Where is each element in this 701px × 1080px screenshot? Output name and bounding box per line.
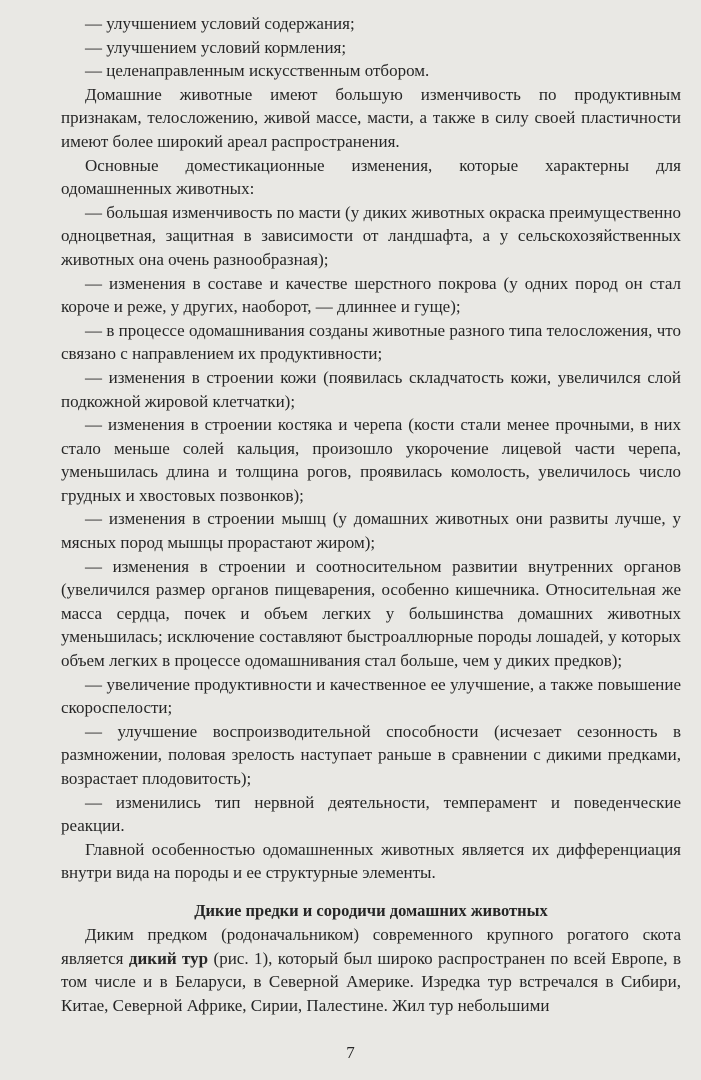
- text-body: [61, 12, 681, 1017]
- text-before: Диким предком (родоначальником) современного крупного рогатого скота является: [61, 924, 681, 968]
- list-item-wool-cover: — изменения в составе и качестве шерстного покрова (у одних пород он стал короче и реже, у других, наоборот, — длиннее и гуще);: [61, 273, 681, 317]
- list-item-nervous-activity: — изменились тип нервной деятельности, темперамент и поведенческие реакции.: [61, 792, 681, 836]
- list-item-selection: — целенаправленным искусственным отбором.: [85, 61, 430, 81]
- paragraph-variability: Домашние животные имеют большую изменчивость по продуктивным признакам, телосложению, живой массе, масти, а также в силу своей пластичности имеют более широкий ареал распространения.: [61, 84, 681, 151]
- list-item-body-type: — в процессе одомашнивания созданы животные разного типа телосложения, что связано с направлением их продуктивности;: [61, 320, 681, 364]
- list-item-internal-organs: — изменения в строении и соотносительном развитии внутренних органов (увеличился размер органов пищеварения, особенно кишечника. Относительная же масса сердца, почек и объем легких у большинства домашних животных уменьшилась; исключение составляют быстроаллюрные породы лошадей, у которых объем легких в процессе одомашнивания стал больше, чем у диких предков);: [61, 556, 681, 671]
- list-item-productivity: — увеличение продуктивности и качественное ее улучшение, а также повышение скороспелости;: [61, 674, 681, 718]
- page-number: 7: [346, 1043, 355, 1062]
- list-item-muscles: — изменения в строении мышц (у домашних животных они развиты лучше, у мясных пород мышцы прорастают жиром);: [61, 509, 681, 553]
- list-item-skeleton: — изменения в строении костяка и черепа (кости стали менее прочными, в них стало меньше солей кальция, произошло укорочение лицевой части черепа, уменьшилась длина и толщина рогов, проявилась комолость, увеличилось число грудных и хвостовых позвонков);: [61, 415, 681, 505]
- list-item-reproduction: — улучшение воспроизводительной способности (исчезает сезонность в размножении, половая зрелость наступает раньше в сравнении с дикими предками, возрастает плодовитость);: [61, 721, 681, 788]
- section-heading: Дикие предки и сородичи домашних животных: [194, 900, 548, 920]
- paragraph-wild-ancestor: [61, 923, 681, 1017]
- list-item-conditions: — улучшением условий содержания;: [85, 14, 355, 33]
- list-item-feeding: — улучшением условий кормления;: [85, 37, 347, 57]
- paragraph-differentiation: Главной особенностью одомашненных животных является их дифференциация внутри вида на породы и ее структурные элементы.: [61, 839, 681, 883]
- text-after: (рис. 1), который был широко распространен по всей Европе, в том числе и в Беларуси, в Северной Америке. Изредка тур встречался в Сибири, Китае, Северной Африке, Сирии, Палестине. Жил тур небольшими: [61, 948, 681, 1015]
- term-wild-aurochs: дикий тур: [128, 948, 209, 968]
- list-item-coat-color: — большая изменчивость по масти (у диких животных окраска преимущественно одноцветная, защитная в зависимости от ландшафта, а у сельскохозяйственных животных она очень разнообразная);: [61, 202, 681, 269]
- list-item-skin: — изменения в строении кожи (появилась складчатость кожи, увеличился слой подкожной жировой клетчатки);: [61, 367, 681, 411]
- paragraph-domestication-changes: Основные доместикационные изменения, которые характерны для одомашненных животных:: [61, 155, 681, 199]
